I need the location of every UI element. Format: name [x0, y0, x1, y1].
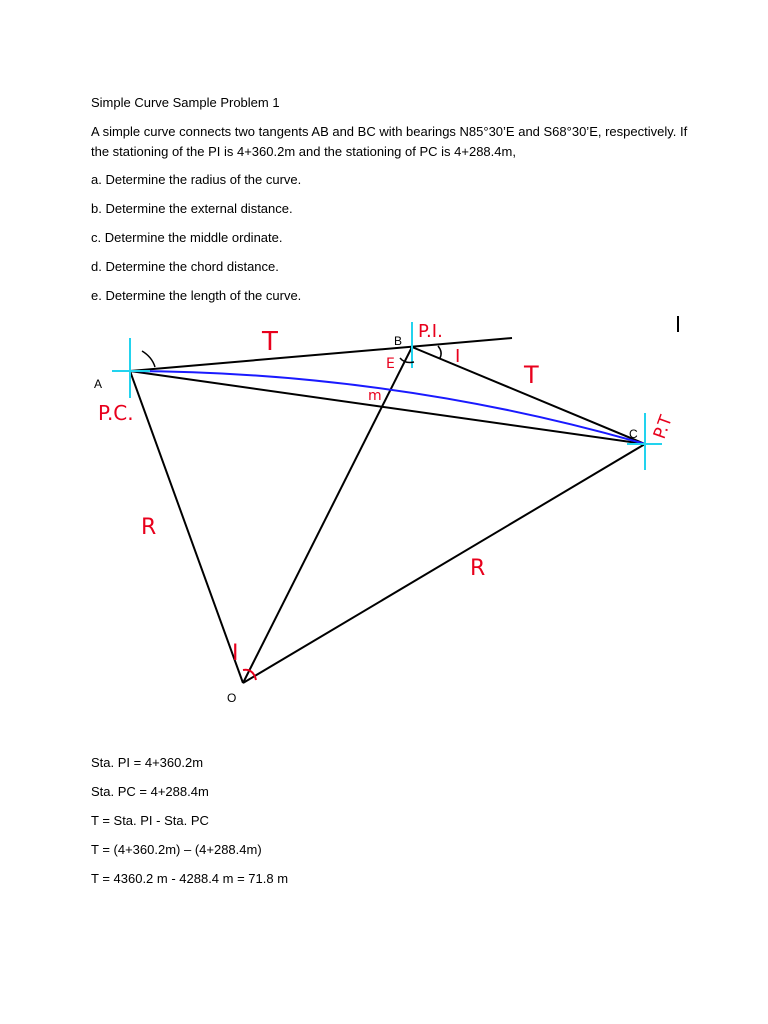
label-central-angle: I — [232, 641, 239, 666]
long-chord-line — [130, 371, 645, 444]
solution-line-3: T = Sta. PI - Sta. PC — [91, 813, 209, 828]
problem-statement-line-1: A simple curve connects two tangents AB and BC with bearings N85°30’E and S68°30’E, respectively. If — [91, 124, 688, 139]
label-tangent-ab: T — [262, 327, 278, 357]
question-c: c. Determine the middle ordinate. — [91, 230, 283, 245]
point-label-c: C — [629, 427, 638, 441]
label-pt: P.T — [649, 412, 677, 442]
question-d: d. Determine the chord distance. — [91, 259, 279, 274]
problem-statement-line-2: the stationing of the PI is 4+360.2m and the stationing of PC is 4+288.4m, — [91, 144, 516, 159]
label-pi: P.I. — [418, 321, 443, 342]
deflection-angle-arc — [438, 346, 441, 358]
label-middle-ordinate: m — [368, 388, 382, 404]
question-a: a. Determine the radius of the curve. — [91, 172, 302, 187]
label-deflection-angle: I — [455, 346, 461, 367]
label-tangent-bc: T — [524, 361, 539, 389]
solution-line-4: T = (4+360.2m) – (4+288.4m) — [91, 842, 262, 857]
point-label-o: O — [227, 691, 237, 705]
label-pc: P.C. — [98, 401, 134, 425]
label-radius-right: R — [470, 556, 486, 581]
label-external-distance: E — [386, 356, 395, 372]
question-e: e. Determine the length of the curve. — [91, 288, 302, 303]
point-label-b: B — [394, 334, 403, 348]
solution-line-5: T = 4360.2 m - 4288.4 m = 71.8 m — [91, 871, 289, 886]
label-radius-left: R — [141, 515, 157, 540]
doc-title: Simple Curve Sample Problem 1 — [91, 95, 280, 110]
point-label-a: A — [94, 377, 103, 391]
solution-line-1: Sta. PI = 4+360.2m — [91, 755, 204, 770]
angle-arc-a — [142, 351, 155, 367]
solution-line-2: Sta. PC = 4+288.4m — [91, 784, 209, 799]
question-b: b. Determine the external distance. — [91, 201, 293, 216]
